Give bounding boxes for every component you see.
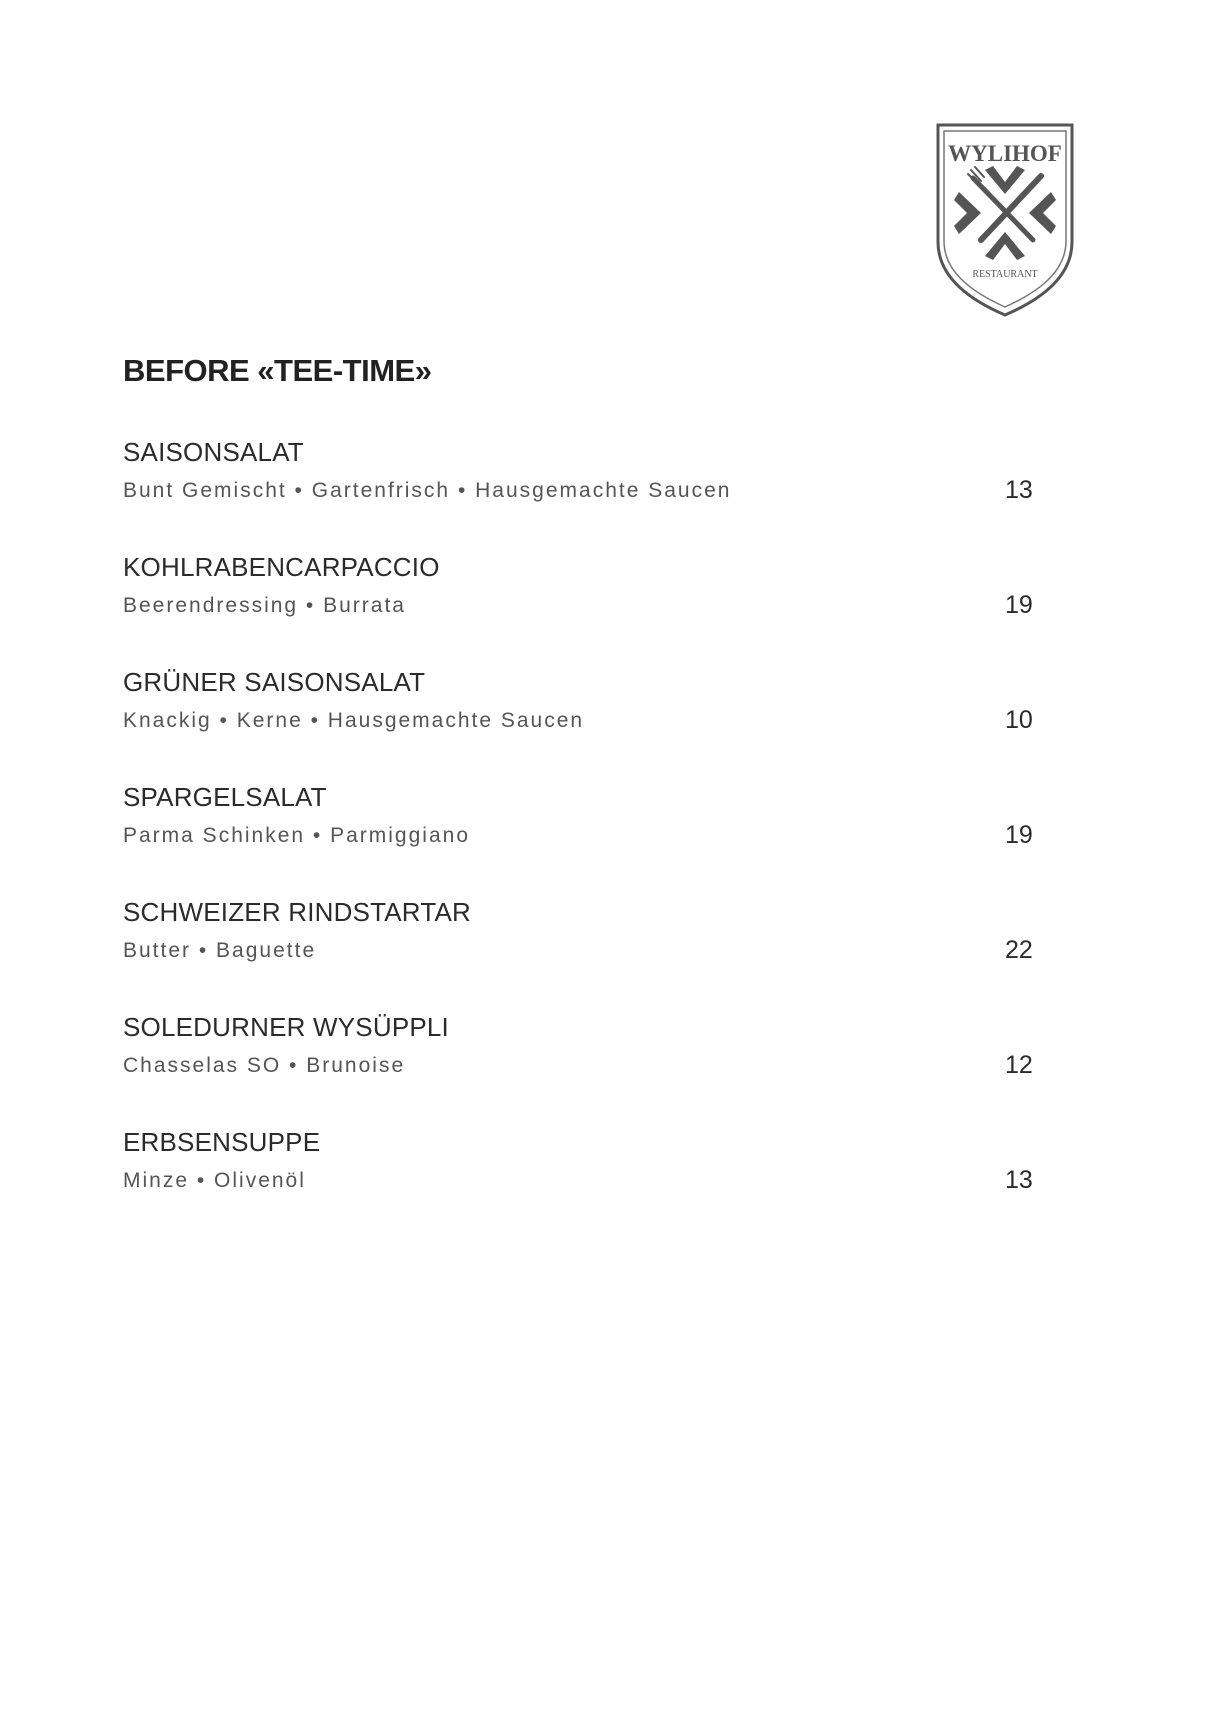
item-description: Minze • Olivenöl [123, 1169, 306, 1192]
menu-list [123, 437, 1043, 1242]
item-description: Butter • Baguette [123, 939, 317, 962]
item-price: 13 [1005, 1166, 1033, 1194]
item-price: 19 [1005, 821, 1033, 849]
item-price: 22 [1005, 936, 1033, 964]
item-name: SCHWEIZER RINDSTARTAR [123, 897, 471, 927]
item-price: 19 [1005, 591, 1033, 619]
menu-item [123, 1012, 1043, 1127]
item-description: Chasselas SO • Brunoise [123, 1054, 406, 1077]
item-description: Bunt Gemischt • Gartenfrisch • Hausgemachte Saucen [123, 479, 732, 502]
restaurant-logo [935, 122, 1075, 318]
item-price: 10 [1005, 706, 1033, 734]
item-description: Parma Schinken • Parmiggiano [123, 824, 470, 847]
menu-item [123, 782, 1043, 897]
crest-icon [935, 122, 1075, 318]
item-name: SOLEDURNER WYSÜPPLI [123, 1012, 449, 1042]
item-description: Knackig • Kerne • Hausgemachte Saucen [123, 709, 585, 732]
item-price: 13 [1005, 476, 1033, 504]
section-title: BEFORE «TEE-TIME» [123, 353, 432, 388]
item-name: GRÜNER SAISONSALAT [123, 667, 426, 697]
menu-item [123, 667, 1043, 782]
menu-item [123, 897, 1043, 1012]
item-name: KOHLRABENCARPACCIO [123, 552, 440, 582]
logo-sub-text: RESTAURANT [972, 269, 1038, 280]
logo-name-text: WYLIHOF [948, 141, 1062, 166]
menu-item [123, 1127, 1043, 1242]
item-price: 12 [1005, 1051, 1033, 1079]
item-description: Beerendressing • Burrata [123, 594, 406, 617]
menu-item [123, 437, 1043, 552]
item-name: SPARGELSALAT [123, 782, 327, 812]
item-name: ERBSENSUPPE [123, 1127, 321, 1157]
menu-item [123, 552, 1043, 667]
item-name: SAISONSALAT [123, 437, 304, 467]
